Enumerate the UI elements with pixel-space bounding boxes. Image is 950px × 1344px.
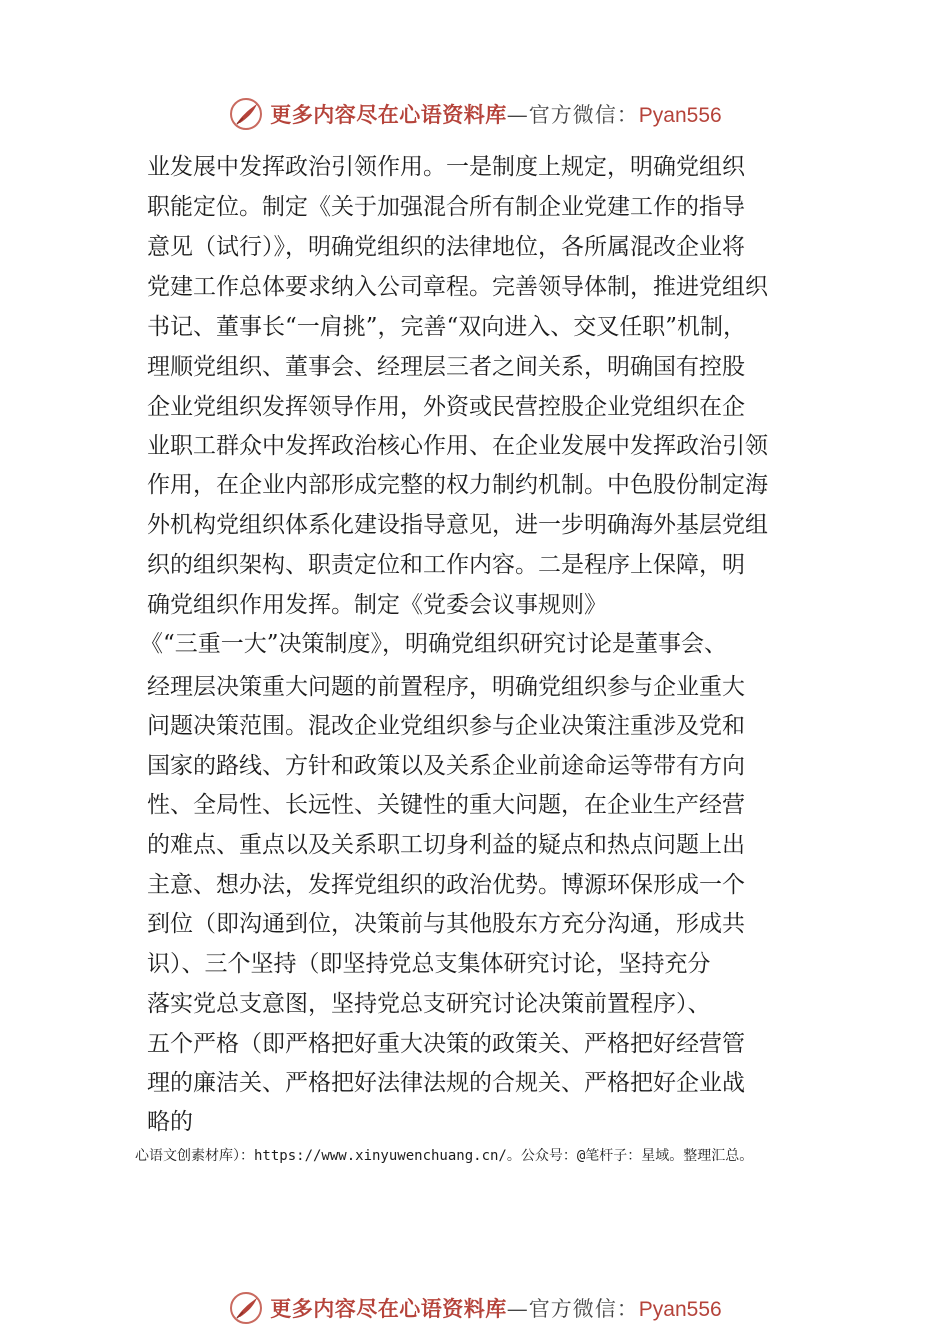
body-line: 问题决策范围。混改企业党组织参与企业决策注重涉及党和: [147, 713, 745, 739]
body-line: 党建工作总体要求纳入公司章程。完善领导体制，推进党组织: [147, 274, 768, 300]
body-line: 经理层决策重大问题的前置程序，明确党组织参与企业重大: [147, 674, 745, 700]
body-line: 理顺党组织、董事会、经理层三者之间关系，明确国有控股: [147, 354, 745, 380]
body-line: 书记、董事长“一肩挑”，完善“双向进入、交叉任职”机制，: [147, 314, 747, 340]
quill-logo-icon: [228, 1290, 264, 1326]
footer-text: [270, 1293, 721, 1323]
body-line: 作用，在企业内部形成完整的权力制约机制。中色股份制定海: [147, 472, 768, 498]
footer-dash: —: [506, 1297, 529, 1321]
body-line: 业职工群众中发挥政治核心作用、在企业发展中发挥政治引领: [147, 433, 768, 459]
source-footnote: 心语文创素材库）：https://www.xinyuwenchuang.cn/。公众号：@笔杆子：星域。整理汇总。: [135, 1148, 754, 1164]
body-line: 理的廉洁关、严格把好法律法规的合规关、严格把好企业战: [147, 1070, 745, 1096]
header-banner: [0, 94, 950, 134]
body-line: 识）、三个坚持（即坚持党总支集体研究讨论，坚持充分: [147, 951, 711, 977]
body-line: 性、全局性、长远性、关键性的重大问题，在企业生产经营: [147, 792, 745, 818]
body-line: 五个严格（即严格把好重大决策的政策关、严格把好经营管: [147, 1031, 745, 1057]
body-line: 到位（即沟通到位，决策前与其他股东方充分沟通，形成共: [147, 911, 745, 937]
header-wechat-id: Pyan556: [638, 104, 722, 127]
body-line: 落实党总支意图，坚持党总支研究讨论决策前置程序）、: [147, 991, 711, 1017]
body-line: 外机构党组织体系化建设指导意见，进一步明确海外基层党组: [147, 512, 768, 538]
body-line: 《“三重一大”决策制度》，明确党组织研究讨论是董事会、: [140, 631, 728, 657]
body-line: 业发展中发挥政治引领作用。一是制度上规定，明确党组织: [147, 154, 745, 180]
footer-wechat-id: Pyan556: [638, 1298, 722, 1321]
body-line: 确党组织作用发挥。制定《党委会议事规则》: [147, 592, 607, 618]
body-line: 主意、想办法，发挥党组织的政治优势。博源环保形成一个: [147, 872, 745, 898]
header-brand: 更多内容尽在心语资料库: [270, 102, 507, 127]
header-dash: —: [506, 103, 529, 127]
body-line: 国家的路线、方针和政策以及关系企业前途命运等带有方向: [147, 753, 745, 779]
footer-brand: 更多内容尽在心语资料库: [270, 1296, 507, 1321]
body-line: 织的组织架构、职责定位和工作内容。二是程序上保障，明: [147, 552, 745, 578]
header-text: [270, 99, 721, 129]
footer-banner: [0, 1288, 950, 1328]
body-line: 意见（试行）》，明确党组织的法律地位，各所属混改企业将: [147, 234, 745, 260]
body-line: 略的: [147, 1109, 193, 1135]
body-line: 企业党组织发挥领导作用，外资或民营控股企业党组织在企: [147, 394, 745, 420]
header-label: 官方微信：: [528, 103, 639, 127]
body-line: 职能定位。制定《关于加强混合所有制企业党建工作的指导: [147, 194, 745, 220]
body-line: 的难点、重点以及关系职工切身利益的疑点和热点问题上出: [147, 832, 745, 858]
quill-logo-icon: [228, 96, 264, 132]
footer-label: 官方微信：: [528, 1297, 639, 1321]
